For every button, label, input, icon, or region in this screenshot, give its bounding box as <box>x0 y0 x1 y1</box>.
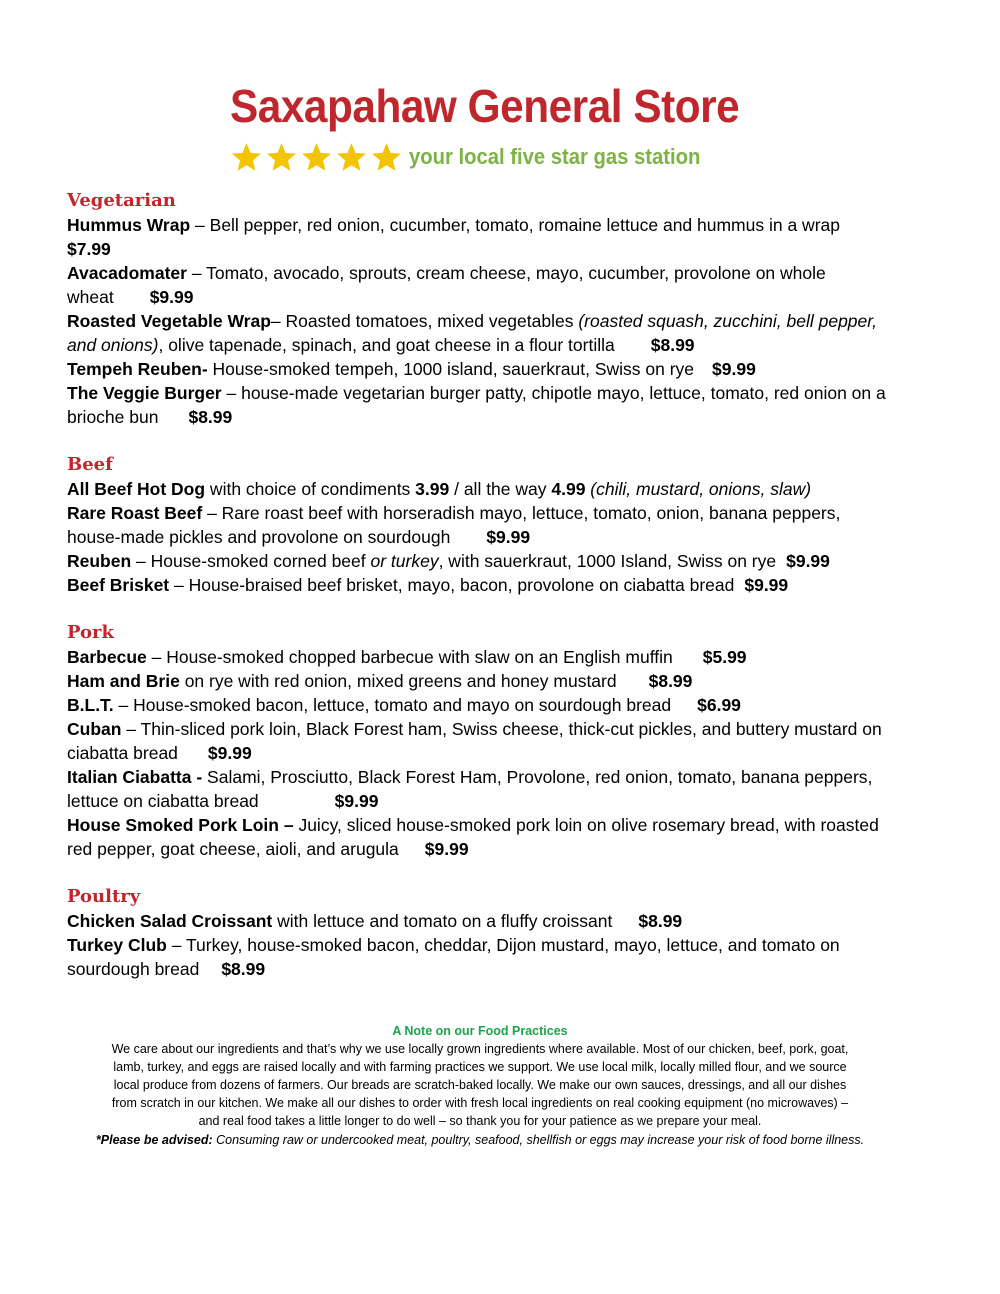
price: $9.99 <box>207 743 252 763</box>
price: $8.99 <box>648 671 693 691</box>
section-beef <box>67 453 887 597</box>
note-line: from scratch in our kitchen. We make all our dishes to order with fresh local ingredients on real cooking equipment (no microwaves) – <box>111 1096 849 1110</box>
section-title: Poultry <box>67 886 141 907</box>
star-icon <box>300 141 333 174</box>
section-vegetarian <box>67 189 887 429</box>
section-poultry <box>67 885 887 981</box>
menu-item: Ham and Brie on rye with red onion, mixed greens and honey mustard $8.99 <box>67 671 693 691</box>
tagline-row <box>230 140 750 174</box>
star-icon <box>265 141 298 174</box>
section-title: Pork <box>67 622 115 643</box>
menu-item: The Veggie Burger – house-made vegetarian burger patty, chipotle mayo, lettuce, tomato, red onion on a brioche bun $8.99 <box>67 383 886 427</box>
menu-item: Roasted Vegetable Wrap– Roasted tomatoes, mixed vegetables (roasted squash, zucchini, bell pepper, and onions), olive tapenade, spinach, and goat cheese in a flour tortilla $8.99 <box>67 311 877 355</box>
five-stars <box>230 141 403 174</box>
store-header <box>230 78 750 174</box>
tagline: your local five star gas station <box>409 144 701 169</box>
menu-item: Beef Brisket – House-braised beef brisket, mayo, bacon, provolone on ciabatta bread $9.99 <box>67 575 789 595</box>
advisory-label: *Please be advised: <box>95 1133 213 1147</box>
price: $9.99 <box>486 527 531 547</box>
price: 4.99 <box>551 479 586 499</box>
price: $6.99 <box>697 695 741 715</box>
store-name: Saxapahaw General Store <box>230 80 740 132</box>
note-title: A Note on our Food Practices <box>392 1024 568 1038</box>
menu-item: Cuban – Thin-sliced pork loin, Black Forest ham, Swiss cheese, thick-cut pickles, and buttery mustard on ciabatta bread $9.99 <box>67 719 882 763</box>
note-line: lamb, turkey, and eggs are raised locally and with farming practices we support. We use local milk, locally milled flour, and we source <box>113 1060 847 1074</box>
price: $8.99 <box>221 959 266 979</box>
menu-item: Reuben – House-smoked corned beef or turkey, with sauerkraut, 1000 Island, Swiss on rye $9.99 <box>67 551 830 571</box>
price: $8.99 <box>188 407 233 427</box>
price: $9.99 <box>744 575 789 595</box>
note-line: local produce from dozens of farmers. Our breads are scratch-baked locally. We make our own sauces, dressings, and all our dishes <box>113 1078 847 1092</box>
price: $8.99 <box>638 911 683 931</box>
menu-item: Italian Ciabatta - Salami, Prosciutto, Black Forest Ham, Provolone, red onion, tomato, banana peppers, lettuce on ciabatta bread $9.99 <box>67 767 873 811</box>
price: $9.99 <box>786 551 830 571</box>
food-practices-note <box>60 1022 900 1149</box>
price: $5.99 <box>702 647 747 667</box>
menu-item: B.L.T. – House-smoked bacon, lettuce, tomato and mayo on sourdough bread $6.99 <box>67 695 741 715</box>
price: $8.99 <box>650 335 695 355</box>
menu-item: Barbecue – House-smoked chopped barbecue with slaw on an English muffin $5.99 <box>67 647 747 667</box>
menu-item: Rare Roast Beef – Rare roast beef with horseradish mayo, lettuce, tomato, onion, banana peppers, house-made pickles and provolone on sourdough $9.99 <box>67 503 841 547</box>
price: 3.99 <box>415 479 450 499</box>
star-icon <box>230 141 263 174</box>
menu-item: Avacadomater – Tomato, avocado, sprouts, cream cheese, mayo, cucumber, provolone on whole wheat $9.99 <box>67 263 826 307</box>
menu <box>67 189 887 1005</box>
price: $9.99 <box>334 791 379 811</box>
advisory-text: Consuming raw or undercooked meat, poultry, seafood, shellfish or eggs may increase your risk of food borne illness. <box>212 1133 865 1147</box>
price: $9.99 <box>712 359 756 379</box>
menu-item: Chicken Salad Croissant with lettuce and tomato on a fluffy croissant $8.99 <box>67 911 683 931</box>
advisory <box>60 1131 900 1149</box>
menu-item: Hummus Wrap – Bell pepper, red onion, cucumber, tomato, romaine lettuce and hummus in a wrap $7.99 <box>67 215 840 259</box>
price: $9.99 <box>149 287 194 307</box>
menu-item: House Smoked Pork Loin – Juicy, sliced house-smoked pork loin on olive rosemary bread, with roasted red pepper, goat cheese, aioli, and arugula $9.99 <box>67 815 879 859</box>
price: $9.99 <box>424 839 469 859</box>
star-icon <box>370 141 403 174</box>
star-icon <box>335 141 368 174</box>
price: $7.99 <box>67 239 111 259</box>
note-line: and real food takes a little longer to do well – so thank you for your patience as we prepare your meal. <box>198 1114 762 1128</box>
menu-item: All Beef Hot Dog with choice of condiments 3.99 / all the way 4.99 (chili, mustard, onions, slaw) <box>67 479 812 499</box>
section-title: Beef <box>67 454 113 475</box>
section-pork <box>67 621 887 861</box>
menu-item: Tempeh Reuben- House-smoked tempeh, 1000 island, sauerkraut, Swiss on rye $9.99 <box>67 359 756 379</box>
section-title: Vegetarian <box>67 190 176 211</box>
note-line: We care about our ingredients and that’s why we use locally grown ingredients where available. Most of our chicken, beef, pork, goat, <box>111 1042 849 1056</box>
menu-item: Turkey Club – Turkey, house-smoked bacon, cheddar, Dijon mustard, mayo, lettuce, and tomato on sourdough bread $8.99 <box>67 935 840 979</box>
